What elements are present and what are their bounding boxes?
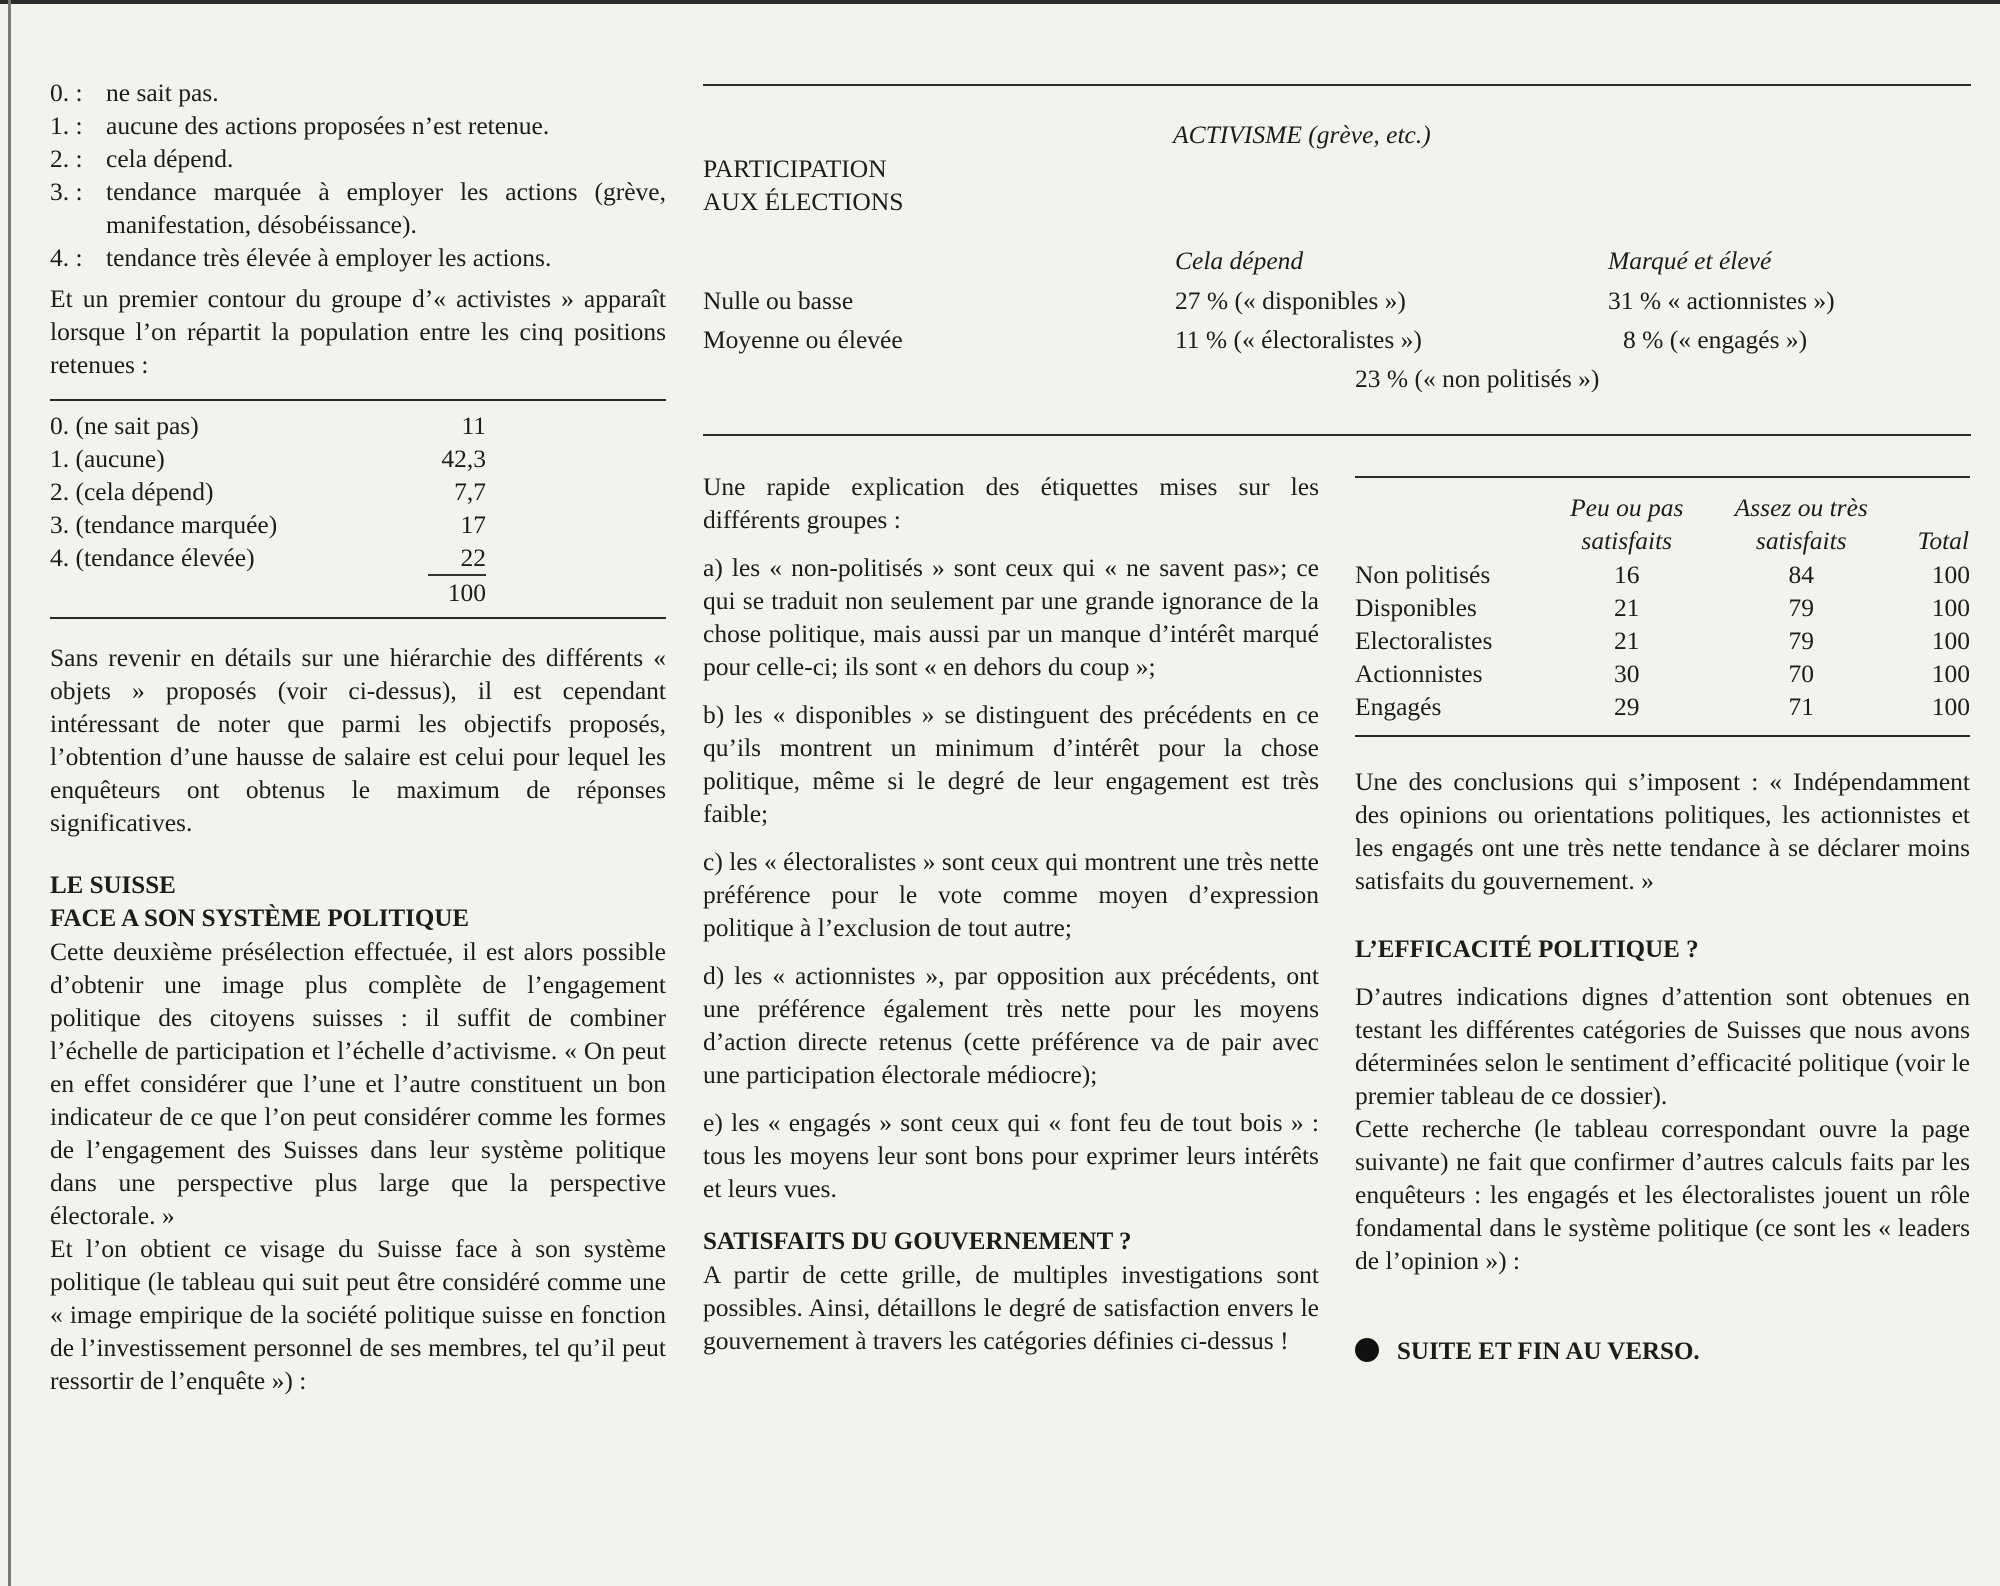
column-left <box>50 76 666 1397</box>
column-middle <box>703 470 1319 1357</box>
table-row: 3. (tendance marquée) 17 <box>50 510 486 539</box>
efficacy-paragraph: D’autres indications dignes d’attention sont obtenues en testant les différentes catégories de Suisses que nous avons déterminées selon le sentiment d’efficacité politique (voir le premier tableau de ce dossier). <box>1355 982 1970 1110</box>
row-label-high: Moyenne ou élevée <box>703 325 903 354</box>
engagement-matrix <box>703 80 1971 440</box>
cell-low-depends: 27 % (« disponibles ») <box>1175 286 1406 315</box>
table-row: Disponibles 21 79 100 <box>1355 593 1970 622</box>
distribution-table <box>50 409 666 609</box>
cell-non-politises: 23 % (« non politisés ») <box>1355 364 1600 393</box>
section-heading: SATISFAITS DU GOUVERNEMENT ? <box>703 1228 1132 1255</box>
table-row-total: 100 <box>447 578 486 607</box>
section-heading: L’EFFICACITÉ POLITIQUE ? <box>1355 936 1699 963</box>
activist-intro: Et un premier contour du groupe d’« activistes » apparaît lorsque l’on répartit la population entre les cinq positions retenues : <box>50 284 666 379</box>
table-row: 2. (cela dépend) 7,7 <box>50 477 486 506</box>
table-row: Actionnistes 30 70 100 <box>1355 659 1970 688</box>
divider <box>1355 735 1970 737</box>
column-right <box>1355 470 1970 1368</box>
activism-title: ACTIVISME (grève, etc.) <box>1173 120 1431 149</box>
labels-intro: Une rapide explication des étiquettes mises sur les différents groupes : <box>703 472 1319 534</box>
code-item: 1. : aucune des actions proposées n’est retenue. <box>50 111 550 140</box>
scan-edge-top <box>0 0 2000 4</box>
divider <box>1355 476 1970 478</box>
scan-edge-left <box>8 0 11 1586</box>
divider <box>703 84 1971 86</box>
col-header-satisfied: Assez ou très satisfaits <box>1734 493 1868 555</box>
satisfaction-table <box>1355 490 1970 723</box>
col-header-unsatisfied: Peu ou pas satisfaits <box>1570 493 1684 555</box>
row-label-low: Nulle ou basse <box>703 286 854 315</box>
code-item: 3. : tendance marquée à employer les actions (grève, manifestation, désobéissance). <box>50 177 666 239</box>
code-legend <box>50 76 666 274</box>
preselection-paragraph: Cette deuxième présélection effectuée, il est alors possible d’obtenir une image plus complète de l’engagement politique des citoyens suisses : il suffit de combiner l’échelle de participation et l’échelle d’activisme. « On peut en effet considérer que l’une et l’autre constituent un bon indicateur de ce que l’on peut considérer comme les formes de l’engagement des Suisses dans leur système politique dans une perspective plus large que la perspective électorale. » <box>50 937 666 1230</box>
conclusion-paragraph: Une des conclusions qui s’imposent : « Indépendamment des opinions ou orientations politiques, les actionnistes et les engagés ont une très nette tendance à se déclarer moins satisfaits du gouvernement. » <box>1355 767 1970 895</box>
divider <box>50 399 666 401</box>
cell-high-marked: 8 % (« engagés ») <box>1623 325 1808 354</box>
col-header-total: Total <box>1917 526 1969 555</box>
label-item-b: b) les « disponibles » se distinguent des précédents en ce qu’ils montrent un minimum d’intérêt pour la chose politique, même si le degré de leur engagement est très faible; <box>703 700 1319 828</box>
label-item-e: e) les « engagés » sont ceux qui « font feu de tout bois » : tous les moyens leur sont bons pour exprimer leurs intérêts et leurs vues. <box>703 1108 1319 1203</box>
table-header <box>1355 490 1970 558</box>
label-item-c: c) les « électoralistes » sont ceux qui montrent une très nette préférence pour le vote comme moyen d’expression politique à l’exclusion de tout autre; <box>703 847 1319 942</box>
divider <box>50 617 666 619</box>
cell-high-depends: 11 % (« électoralistes ») <box>1175 325 1422 354</box>
satisfaction-paragraph: A partir de cette grille, de multiples investigations sont possibles. Ainsi, détaillons le degré de satisfaction envers le gouvernement à travers les catégories définies ci-dessus ! <box>703 1260 1319 1355</box>
label-item-a: a) les « non-politisés » sont ceux qui « ne savent pas»; ce qui se traduit non seulement par une grande ignorance de la chose politique, mais aussi par un manque d’intérêt marqué pour celle-ci; ils sont « en dehors du coup »; <box>703 553 1319 681</box>
research-paragraph: Cette recherche (le tableau correspondant ouvre la page suivante) ne fait que confirmer d’autres calculs faits par les enquêteurs : les engagés et les électoralistes jouent un rôle fondamental dans le système politique (ce sont les « leaders de l’opinion ») : <box>1355 1114 1970 1275</box>
participation-label-line1: PARTICIPATION <box>703 154 887 183</box>
divider <box>703 434 1971 436</box>
table-row: 0. (ne sait pas) 11 <box>50 411 486 440</box>
section-heading: LE SUISSE FACE A SON SYSTÈME POLITIQUE <box>50 872 470 932</box>
continued-note: SUITE ET FIN AU VERSO. <box>1355 1335 1970 1368</box>
code-item: 0. : ne sait pas. <box>50 78 219 107</box>
table-row: 4. (tendance élevée) 22 <box>50 543 486 572</box>
visage-paragraph: Et l’on obtient ce visage du Suisse face à son système politique (le tableau qui suit peut être considéré comme une « image empirique de la société politique suisse en fonction de l’investissement personnel de ses membres, tel qu’il peut ressortir de l’enquête ») : <box>50 1234 666 1395</box>
col-header-marked: Marqué et élevé <box>1608 246 1772 275</box>
table-row: 1. (aucune) 42,3 <box>50 444 486 473</box>
code-item: 2. : cela dépend. <box>50 144 234 173</box>
bullet-icon <box>1355 1338 1379 1362</box>
hierarchy-paragraph: Sans revenir en détails sur une hiérarchie des différents « objets » proposés (voir ci-dessus), il est cependant intéressant de noter que parmi les objectifs proposés, l’obtention d’une hausse de salaire est celui pour lequel les enquêteurs ont obtenus le maximum de réponses significatives. <box>50 643 666 837</box>
table-row: Non politisés 16 84 100 <box>1355 560 1970 589</box>
table-row: Electoralistes 21 79 100 <box>1355 626 1970 655</box>
col-header-depends: Cela dépend <box>1175 246 1304 275</box>
table-row: Engagés 29 71 100 <box>1355 692 1970 721</box>
cell-low-marked: 31 % « actionnistes ») <box>1608 286 1835 315</box>
label-item-d: d) les « actionnistes », par opposition aux précédents, ont une préférence également très nette pour les moyens d’action directe retenus (cette préférence va de pair avec une participation électorale médiocre); <box>703 961 1319 1089</box>
code-item: 4. : tendance très élevée à employer les actions. <box>50 243 552 272</box>
participation-label-line2: AUX ÉLECTIONS <box>703 187 904 216</box>
